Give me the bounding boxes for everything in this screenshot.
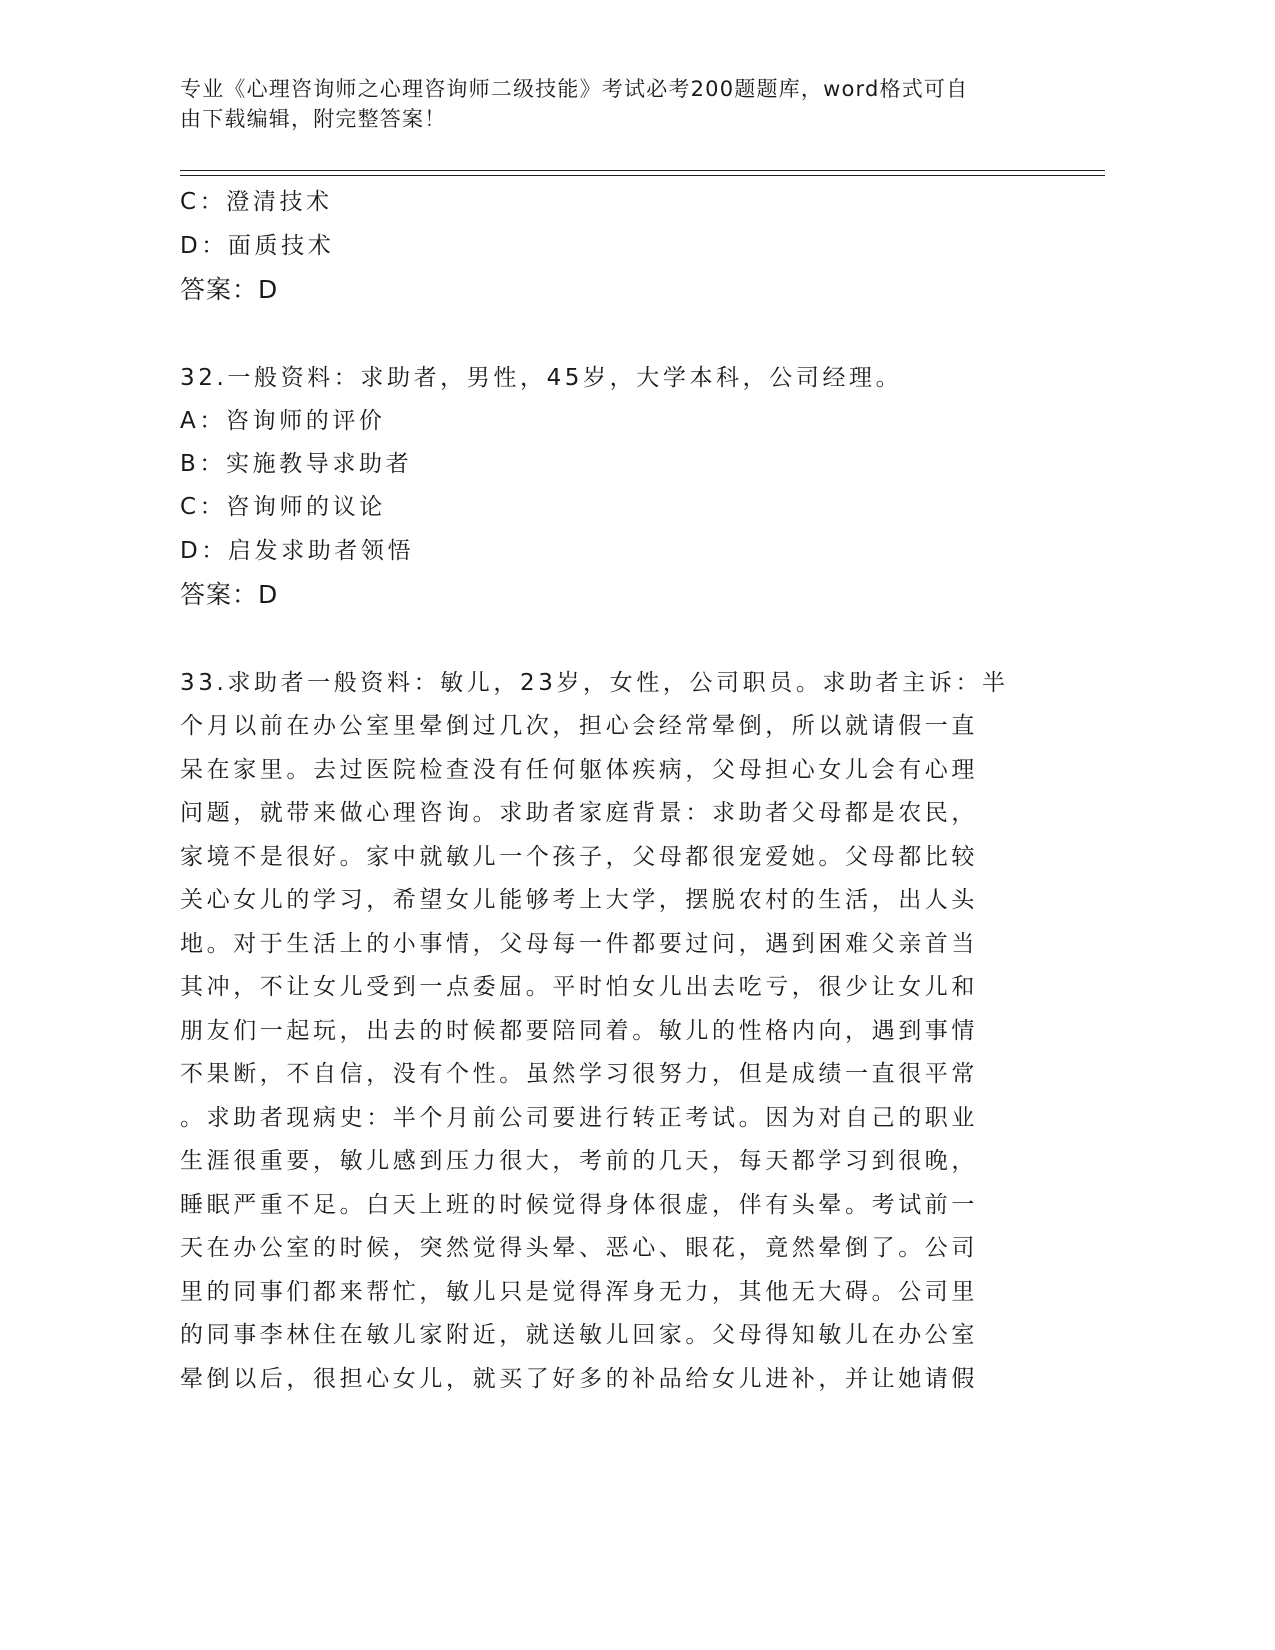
paragraph-line: 其冲，不让女儿受到一点委屈。平时怕女儿出去吃亏，很少让女儿和	[180, 974, 978, 1000]
header-divider-top	[180, 170, 1105, 171]
paragraph-line: 不果断，不自信，没有个性。虽然学习很努力，但是成绩一直很平常	[180, 1061, 978, 1087]
paragraph-line: 呆在家里。去过医院检查没有任何躯体疾病，父母担心女儿会有心理	[180, 757, 978, 783]
paragraph-line: 生涯很重要，敏儿感到压力很大，考前的几天，每天都学习到很晚，	[180, 1148, 978, 1174]
paragraph-line: 关心女儿的学习，希望女儿能够考上大学，摆脱农村的生活，出人头	[180, 887, 978, 913]
paragraph-line: 朋友们一起玩，出去的时候都要陪同着。敏儿的性格内向，遇到事情	[180, 1018, 978, 1044]
page-header	[180, 74, 1040, 134]
option-d: D：面质技术	[180, 233, 335, 259]
paragraph-line: 个月以前在办公室里晕倒过几次，担心会经常晕倒，所以就请假一直	[180, 713, 978, 739]
paragraph-line: 地。对于生活上的小事情，父母每一件都要过问，遇到困难父亲首当	[180, 931, 978, 957]
option-c: C：咨询师的议论	[180, 494, 386, 520]
question-stem: 32.一般资料：求助者，男性，45岁，大学本科，公司经理。	[180, 365, 903, 391]
paragraph-line: 晕倒以后，很担心女儿，就买了好多的补品给女儿进补，并让她请假	[180, 1366, 978, 1392]
option-a: A：咨询师的评价	[180, 408, 386, 434]
paragraph-line: 天在办公室的时候，突然觉得头晕、恶心、眼花，竟然晕倒了。公司	[180, 1235, 978, 1261]
paragraph-line: 的同事李林住在敏儿家附近，就送敏儿回家。父母得知敏儿在办公室	[180, 1322, 978, 1348]
header-title-line-1: 专业《心理咨询师之心理咨询师二级技能》考试必考200题题库，word格式可自	[180, 77, 969, 101]
option-c: C：澄清技术	[180, 189, 333, 215]
paragraph-line: 。求助者现病史：半个月前公司要进行转正考试。因为对自己的职业	[180, 1105, 978, 1131]
answer-line: 答案：D	[180, 580, 279, 609]
paragraph-line: 家境不是很好。家中就敏儿一个孩子，父母都很宠爱她。父母都比较	[180, 844, 978, 870]
paragraph-line: 里的同事们都来帮忙，敏儿只是觉得浑身无力，其他无大碍。公司里	[180, 1279, 978, 1305]
header-title-line-2: 由下载编辑，附完整答案！	[180, 107, 447, 131]
paragraph-line: 睡眠严重不足。白天上班的时候觉得身体很虚，伴有头晕。考试前一	[180, 1192, 978, 1218]
option-d: D：启发求助者领悟	[180, 538, 415, 564]
option-b: B：实施教导求助者	[180, 451, 413, 477]
answer-line: 答案：D	[180, 275, 279, 304]
paragraph-line: 问题，就带来做心理咨询。求助者家庭背景：求助者父母都是农民，	[180, 800, 978, 826]
paragraph-line: 33.求助者一般资料：敏儿，23岁，女性，公司职员。求助者主诉：半	[180, 670, 1009, 696]
header-divider-bottom	[180, 175, 1105, 176]
